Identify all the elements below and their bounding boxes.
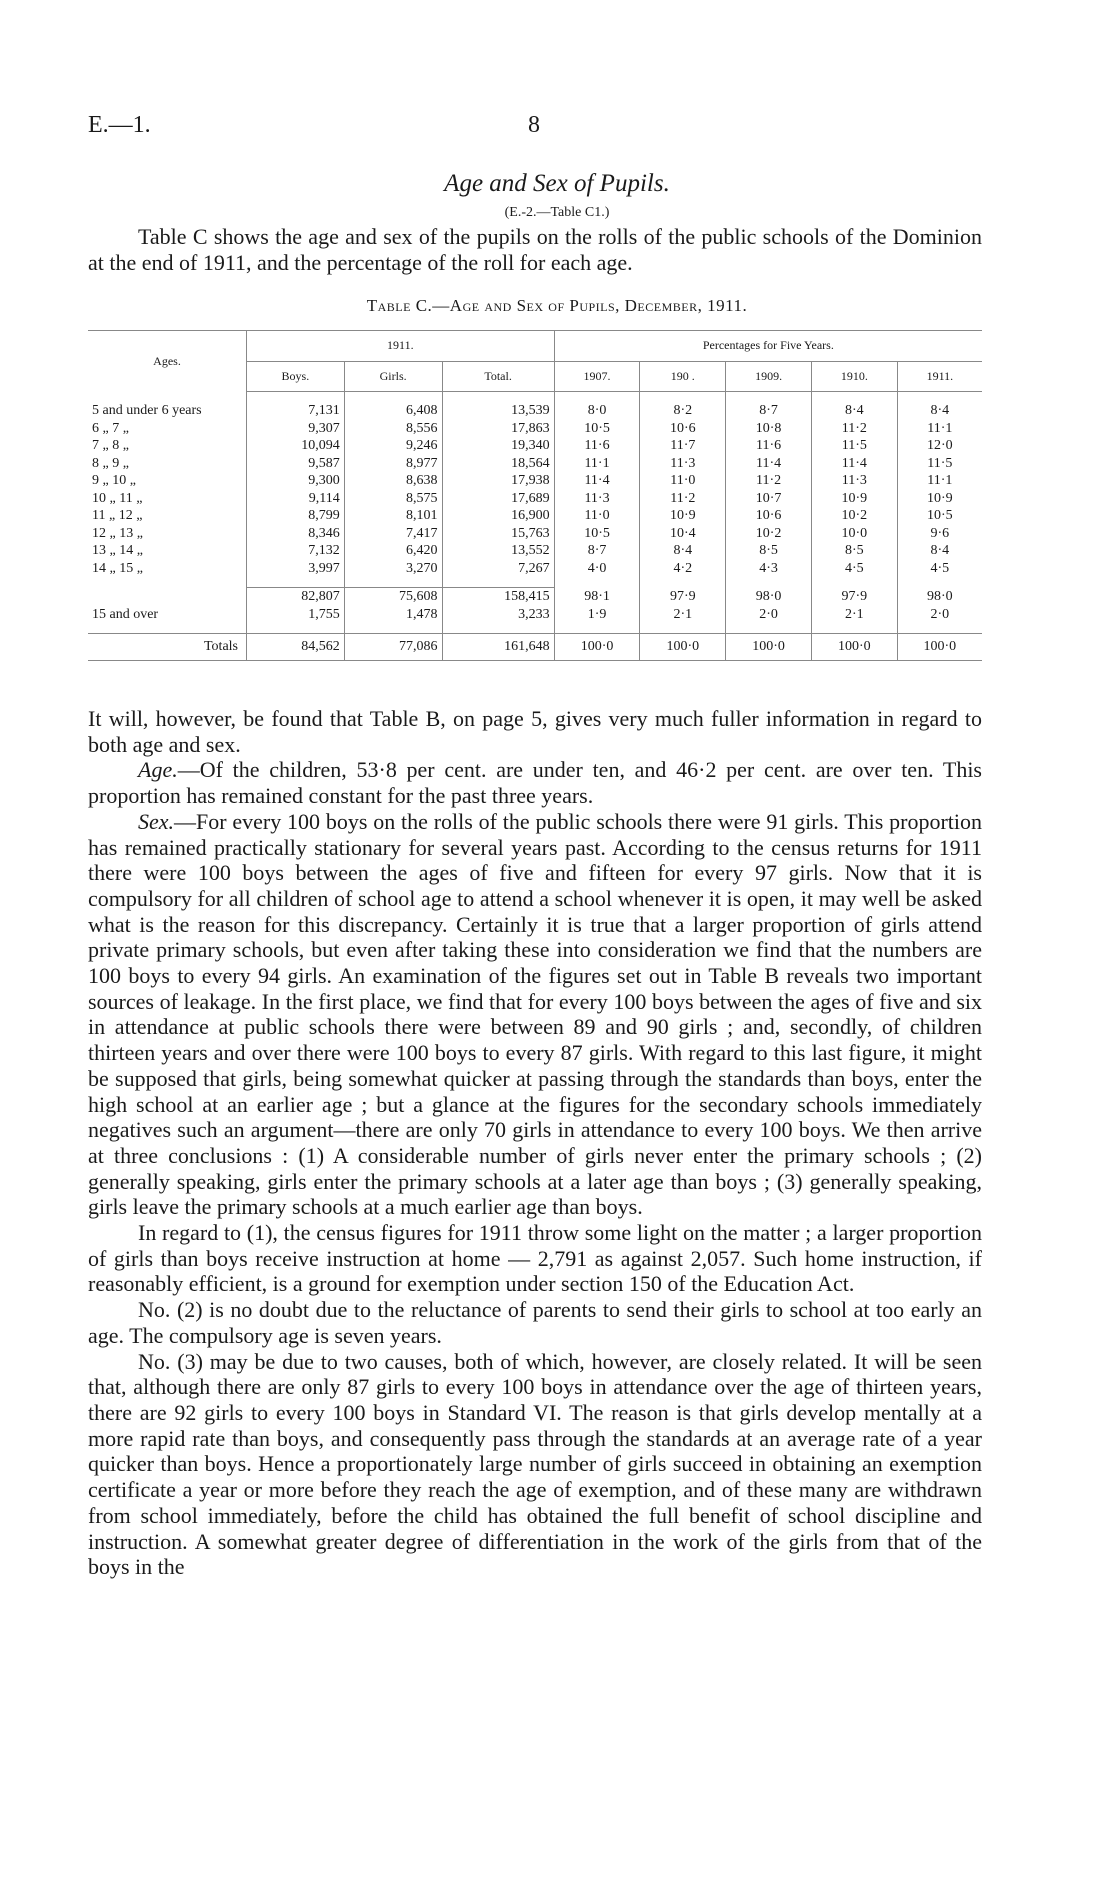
p1908-cell: 8·4	[640, 542, 726, 560]
age-cell: 9 „ 10 „	[92, 473, 136, 488]
p1911-cell: 11·1	[897, 472, 982, 490]
page-number: 8	[528, 112, 540, 138]
p1908-cell: 97·9	[640, 588, 726, 606]
p1908-cell: 10·9	[640, 507, 726, 525]
p1910-cell: 10·9	[811, 490, 897, 508]
p1910-cell: 8·4	[811, 402, 897, 420]
paragraph-census: In regard to (1), the census figures for 1911 throw some light on the matter ; a larger proportion of girls than boys receive instruction at home — 2,791 as against 2,057. Such home instruction, if reasonably efficient, is a ground for exemption under section 150 of the Education Act.	[88, 1220, 982, 1297]
boys-cell: 9,114	[247, 490, 345, 508]
subtotal-row	[88, 588, 982, 606]
col-header-1910: 1910.	[811, 361, 897, 392]
p1911-cell: 11·1	[897, 420, 982, 438]
boys-cell: 10,094	[247, 437, 345, 455]
age-cell: 8 „ 9 „	[92, 455, 129, 471]
paragraph-sex	[88, 809, 982, 1220]
col-header-1911: 1911.	[897, 361, 982, 392]
p1908-cell: 2·1	[640, 606, 726, 624]
girls-cell: 8,556	[344, 420, 442, 438]
p1908-cell: 10·6	[640, 420, 726, 438]
table-row	[88, 560, 982, 578]
group-header-percentages: Percentages for Five Years.	[554, 331, 982, 362]
p1909-cell: 10·7	[726, 490, 812, 508]
p1909-cell: 98·0	[726, 588, 812, 606]
section-heading: Age and Sex of Pupils.	[444, 170, 670, 197]
section-subheading: (E.-2.—Table C1.)	[504, 205, 610, 220]
paragraph-no3: No. (3) may be due to two causes, both of which, however, are closely related. It will be seen that, although there are only 87 girls to every 100 boys in attendance over the age of thirteen years, there are 92 girls to every 100 boys in Standard VI. The reason is that girls develop mentally at a more rapid rate than boys, and consequently pass through the standards at an average rate of a year quicker than boys. Hence a proportionately large number of girls succeed in obtaining an exemption certificate a year or more before they reach the age of exemption, and of these many are withdrawn from school immediately, before the child has obtained the full benefit of school discipline and instruction. A somewhat greater degree of differentiation in the work of the girls from that of the boys in the	[88, 1348, 982, 1580]
boys-cell: 84,562	[247, 634, 345, 661]
table-body	[88, 392, 982, 661]
p1911-cell: 98·0	[897, 588, 982, 606]
total-cell: 17,689	[442, 490, 554, 508]
p1908-cell: 11·3	[640, 455, 726, 473]
boys-cell: 9,587	[247, 455, 345, 473]
table-row	[88, 472, 982, 490]
table-row	[88, 490, 982, 508]
age-cell: Totals	[88, 634, 247, 661]
total-cell: 161,648	[442, 634, 554, 661]
p1909-cell: 11·4	[726, 455, 812, 473]
total-cell: 17,863	[442, 420, 554, 438]
col-header-1909: 1909.	[726, 361, 812, 392]
age-cell: 10 „ 11 „	[92, 490, 143, 506]
intro-paragraph: Table C shows the age and sex of the pupils on the rolls of the public schools of the Dominion at the end of 1911, and the percentage of the roll for each age.	[88, 224, 982, 275]
total-cell: 13,539	[442, 402, 554, 420]
col-header-1908: 190 .	[640, 361, 726, 392]
table-row	[88, 542, 982, 560]
total-cell: 19,340	[442, 437, 554, 455]
col-header-total: Total.	[442, 361, 554, 392]
p1907-cell: 11·3	[554, 490, 640, 508]
age-cell: 15 and over	[92, 606, 159, 622]
p1907-cell: 1·9	[554, 606, 640, 624]
p1908-cell: 11·2	[640, 490, 726, 508]
age-cell	[88, 588, 247, 606]
p1909-cell: 8·7	[726, 402, 812, 420]
boys-cell: 8,346	[247, 525, 345, 543]
col-header-girls: Girls.	[344, 361, 442, 392]
p1908-cell: 10·4	[640, 525, 726, 543]
body-text	[88, 706, 982, 1580]
p1907-cell: 98·1	[554, 588, 640, 606]
p1909-cell: 11·6	[726, 437, 812, 455]
p1910-cell: 100·0	[811, 634, 897, 661]
p1907-cell: 4·0	[554, 560, 640, 578]
p1907-cell: 8·0	[554, 402, 640, 420]
girls-cell: 77,086	[344, 634, 442, 661]
girls-cell: 7,417	[344, 525, 442, 543]
over15-row	[88, 606, 982, 624]
girls-cell: 6,408	[344, 402, 442, 420]
p1908-cell: 11·7	[640, 437, 726, 455]
document-reference: E.—1.	[88, 112, 151, 138]
p1910-cell: 97·9	[811, 588, 897, 606]
p1909-cell: 11·2	[726, 472, 812, 490]
p1910-cell: 11·3	[811, 472, 897, 490]
table-spacer	[88, 623, 982, 634]
total-cell: 15,763	[442, 525, 554, 543]
p1910-cell: 11·4	[811, 455, 897, 473]
age-lead: Age.	[138, 757, 178, 783]
table-row	[88, 420, 982, 438]
boys-cell: 7,131	[247, 402, 345, 420]
girls-cell: 8,575	[344, 490, 442, 508]
p1907-cell: 11·1	[554, 455, 640, 473]
paragraph-table-b: It will, however, be found that Table B, on page 5, gives very much fuller information in regard to both age and sex.	[88, 706, 982, 757]
p1908-cell: 4·2	[640, 560, 726, 578]
p1909-cell: 10·8	[726, 420, 812, 438]
p1907-cell: 11·4	[554, 472, 640, 490]
age-cell: 13 „ 14 „	[92, 543, 143, 558]
table-row	[88, 437, 982, 455]
boys-cell: 3,997	[247, 560, 345, 578]
girls-cell: 8,977	[344, 455, 442, 473]
p1910-cell: 11·5	[811, 437, 897, 455]
total-cell: 18,564	[442, 455, 554, 473]
p1907-cell: 8·7	[554, 542, 640, 560]
col-header-boys: Boys.	[247, 361, 345, 392]
total-cell: 16,900	[442, 507, 554, 525]
p1907-cell: 10·5	[554, 525, 640, 543]
paragraph-age	[88, 757, 982, 808]
p1910-cell: 4·5	[811, 560, 897, 578]
p1909-cell: 2·0	[726, 606, 812, 624]
total-cell: 3,233	[442, 606, 554, 624]
girls-cell: 8,638	[344, 472, 442, 490]
sex-text: —For every 100 boys on the rolls of the public schools there were 91 girls. This proportion has remained practically stationary for several years past. According to the census returns for 1911 there were 100 boys between the ages of five and fifteen for every 97 girls. Now that it is compulsory for all children of school age to attend a school whenever it is open, it may well be asked what is the reason for this discrepancy. Certainly it is true that a larger proportion of girls attend private primary schools, but even after taking these into consideration we find that the numbers are 100 boys to every 94 girls. An examination of the figures set out in Table B reveals two important sources of leakage. In the first place, we find that for every 100 boys between the ages of five and six in attendance at public schools there were between 89 and 90 girls ; and, secondly, of children thirteen years and over there were 100 boys to every 87 girls. With regard to this last figure, it might be supposed that girls, being somewhat quicker at passing through the standards than boys, enter the high school at an earlier age ; but a glance at the figures for the secondary schools immediately negatives such an argument—there are only 70 girls in attendance to every 100 boys. We then arrive at three conclusions : (1) A considerable number of girls never enter the primary schools ; (2) generally speaking, girls enter the primary schools at a later age than boys ; (3) generally speaking, girls leave the primary schools at a much earlier age than boys.	[88, 808, 982, 1220]
age-sex-table	[88, 330, 982, 661]
total-cell: 7,267	[442, 560, 554, 578]
total-cell: 158,415	[442, 588, 554, 606]
p1907-cell: 11·0	[554, 507, 640, 525]
p1909-cell: 10·6	[726, 507, 812, 525]
p1907-cell: 100·0	[554, 634, 640, 661]
table-row	[88, 402, 982, 420]
age-cell: 14 „ 15 „	[92, 560, 143, 576]
boys-cell: 9,307	[247, 420, 345, 438]
p1911-cell: 9·6	[897, 525, 982, 543]
p1909-cell: 100·0	[726, 634, 812, 661]
p1910-cell: 11·2	[811, 420, 897, 438]
col-header-1907: 1907.	[554, 361, 640, 392]
ages-header: Ages.	[88, 331, 247, 392]
p1911-cell: 8·4	[897, 402, 982, 420]
total-cell: 17,938	[442, 472, 554, 490]
age-text: —Of the children, 53·8 per cent. are under ten, and 46·2 per cent. are over ten. This proportion has remained constant for the past three years.	[88, 757, 982, 809]
girls-cell: 9,246	[344, 437, 442, 455]
table-caption: Table C.—Age and Sex of Pupils, December, 1911.	[366, 296, 748, 315]
totals-row	[88, 634, 982, 661]
p1911-cell: 11·5	[897, 455, 982, 473]
p1910-cell: 10·2	[811, 507, 897, 525]
p1909-cell: 8·5	[726, 542, 812, 560]
age-cell: 11 „ 12 „	[92, 508, 143, 523]
p1907-cell: 11·6	[554, 437, 640, 455]
group-header-1911: 1911.	[247, 331, 555, 362]
girls-cell: 75,608	[344, 588, 442, 606]
girls-cell: 8,101	[344, 507, 442, 525]
p1911-cell: 8·4	[897, 542, 982, 560]
table-row	[88, 525, 982, 543]
boys-cell: 82,807	[247, 588, 345, 606]
age-cell: 5 and under 6 years	[92, 403, 202, 418]
age-cell: 6 „ 7 „	[92, 420, 129, 436]
p1911-cell: 10·5	[897, 507, 982, 525]
p1908-cell: 8·2	[640, 402, 726, 420]
p1908-cell: 11·0	[640, 472, 726, 490]
p1908-cell: 100·0	[640, 634, 726, 661]
p1911-cell: 100·0	[897, 634, 982, 661]
boys-cell: 9,300	[247, 472, 345, 490]
p1910-cell: 8·5	[811, 542, 897, 560]
p1909-cell: 10·2	[726, 525, 812, 543]
age-cell: 12 „ 13 „	[92, 525, 143, 541]
p1909-cell: 4·3	[726, 560, 812, 578]
girls-cell: 3,270	[344, 560, 442, 578]
age-cell: 7 „ 8 „	[92, 438, 129, 453]
p1911-cell: 2·0	[897, 606, 982, 624]
table-row	[88, 455, 982, 473]
paragraph-no2: No. (2) is no doubt due to the reluctance of parents to send their girls to school at too early an age. The compulsory age is seven years.	[88, 1297, 982, 1348]
p1910-cell: 10·0	[811, 525, 897, 543]
p1911-cell: 10·9	[897, 490, 982, 508]
table-spacer	[88, 577, 982, 588]
p1911-cell: 4·5	[897, 560, 982, 578]
girls-cell: 1,478	[344, 606, 442, 624]
boys-cell: 1,755	[247, 606, 345, 624]
boys-cell: 7,132	[247, 542, 345, 560]
table-row	[88, 507, 982, 525]
sex-lead: Sex.	[138, 808, 175, 834]
p1907-cell: 10·5	[554, 420, 640, 438]
p1910-cell: 2·1	[811, 606, 897, 624]
total-cell: 13,552	[442, 542, 554, 560]
boys-cell: 8,799	[247, 507, 345, 525]
p1911-cell: 12·0	[897, 437, 982, 455]
girls-cell: 6,420	[344, 542, 442, 560]
